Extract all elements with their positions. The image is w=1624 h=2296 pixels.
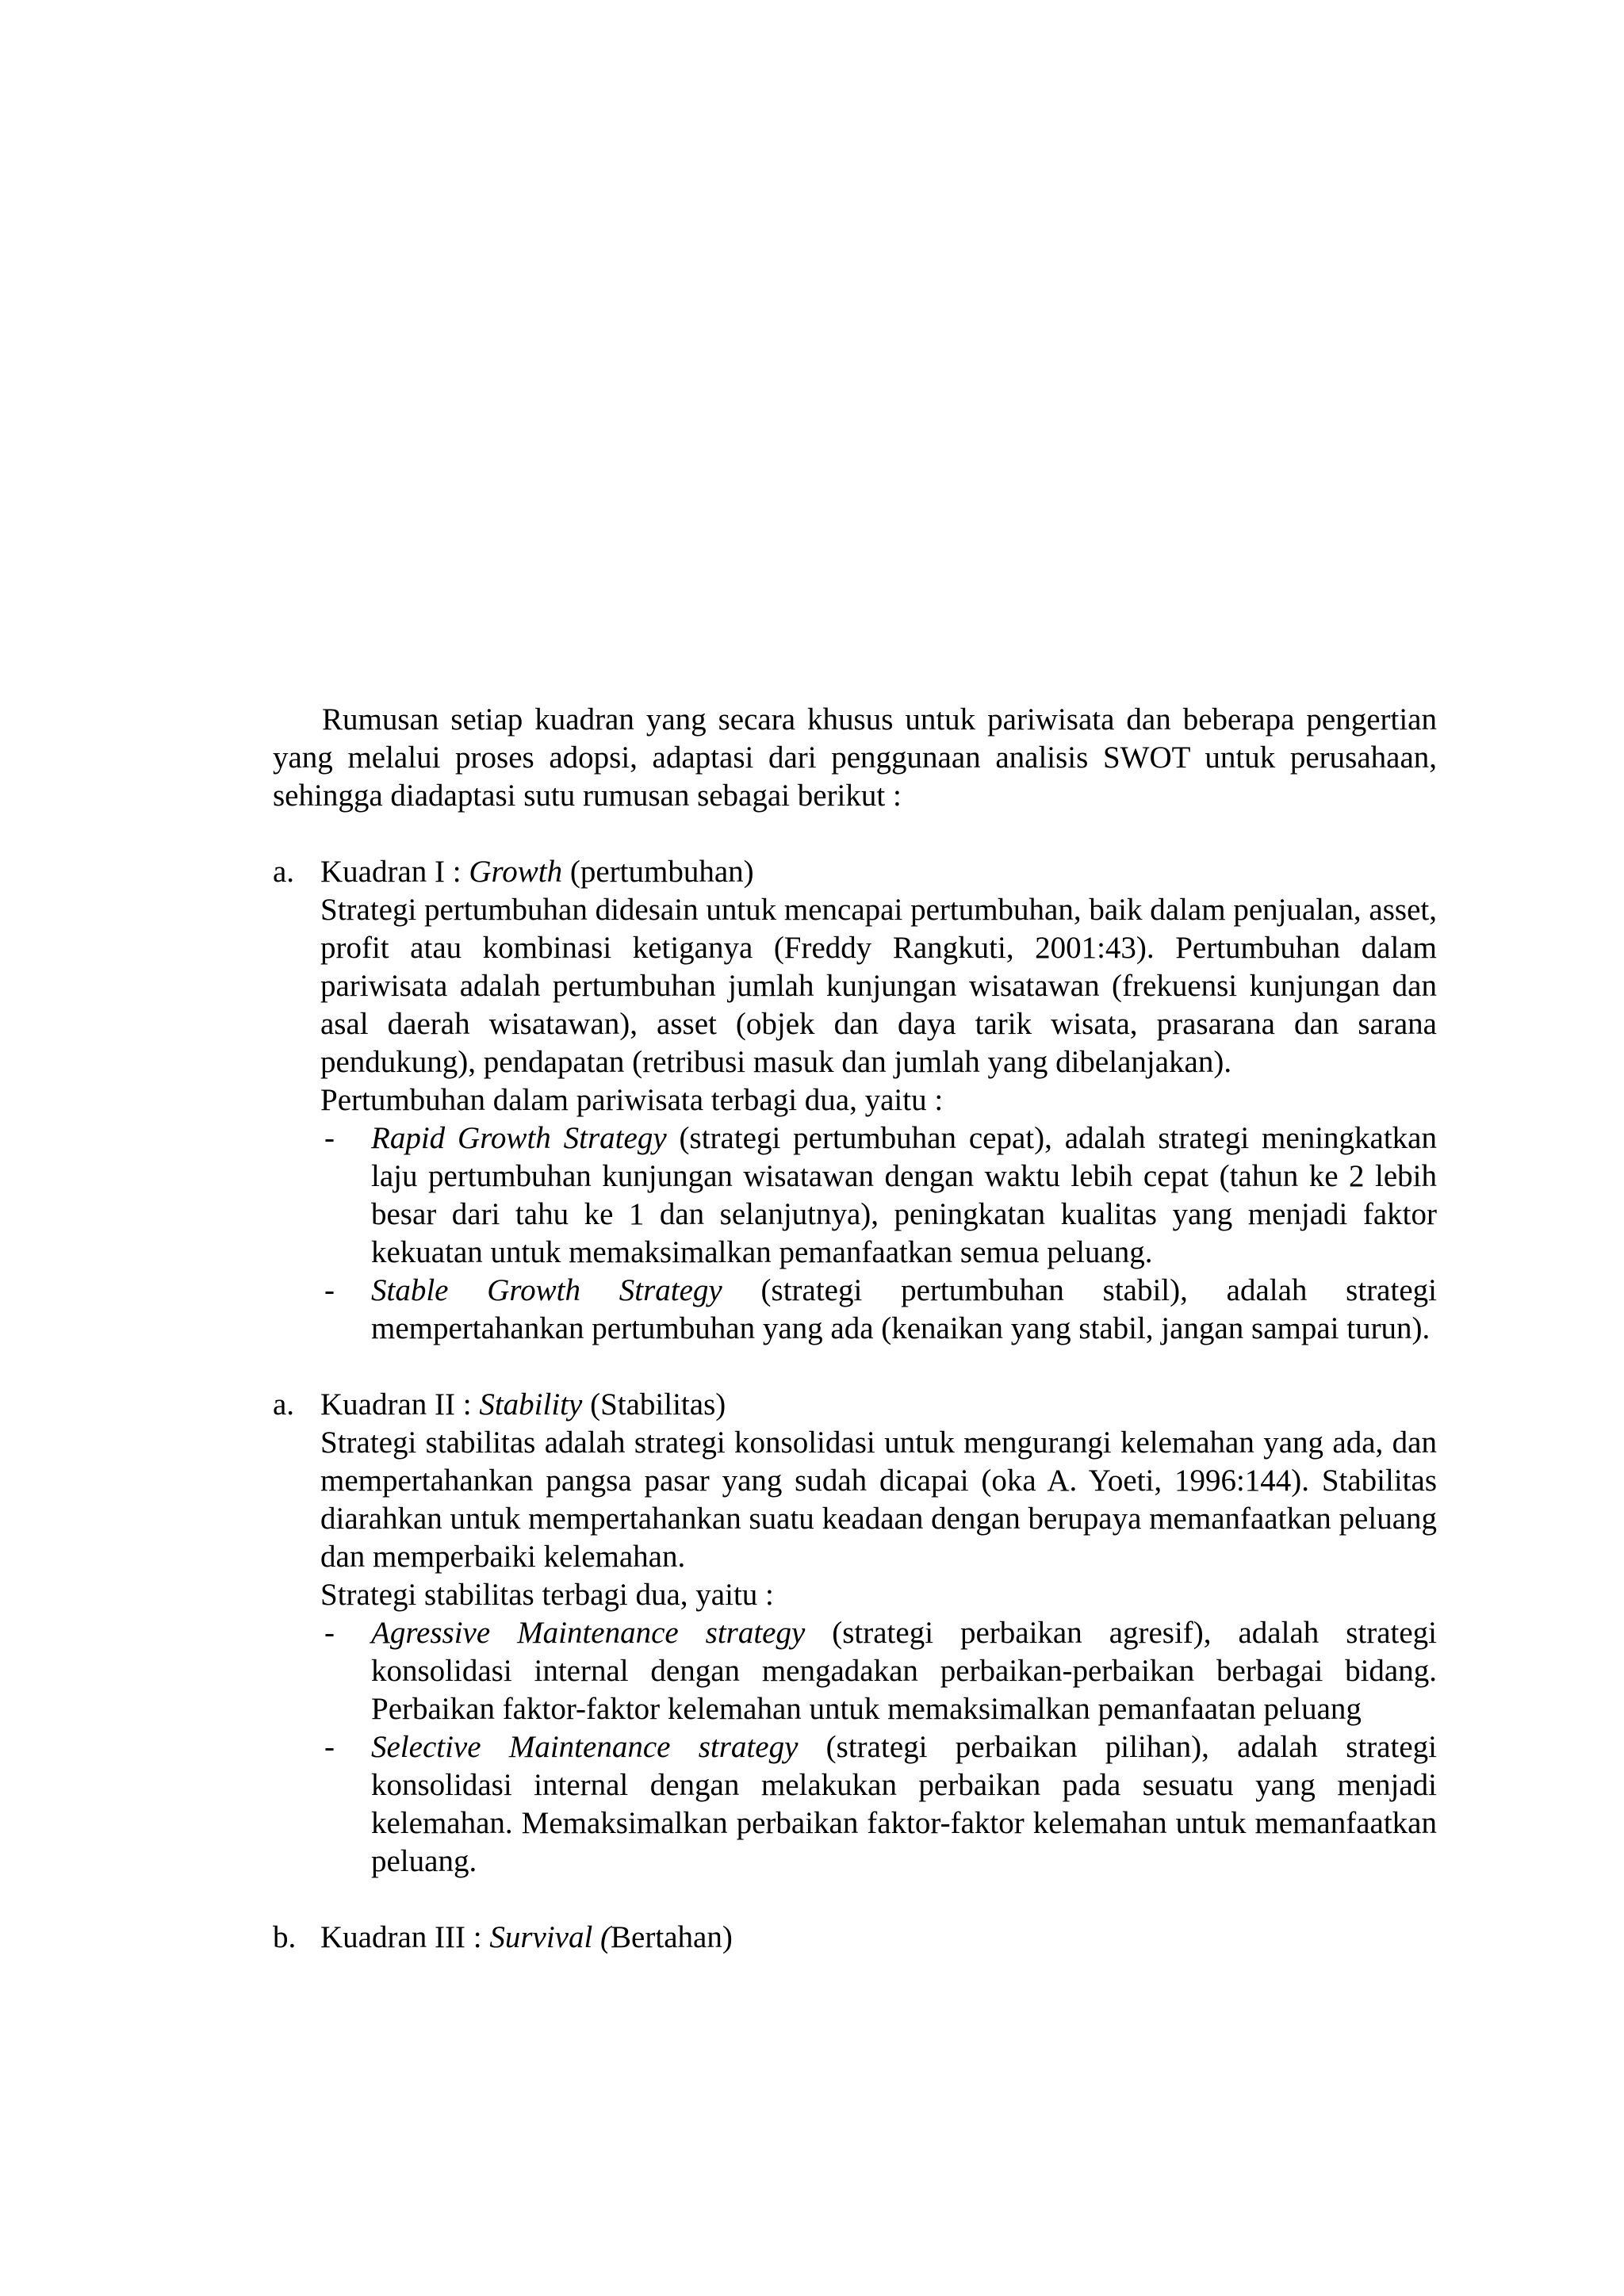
list-marker: a.: [273, 855, 295, 889]
bullet-text: (strategi perbaikan agresif), adalah strategi konsolidasi internal dengan mengadakan perbaikan-perbaikan berbagai bidang. Perbaikan faktor-faktor kelemahan untuk memaksimalkan pemanfaatan peluang: [371, 1616, 1437, 1726]
bullet-item: [273, 1272, 1437, 1348]
heading-label: Kuadran I :: [320, 855, 469, 889]
page-content: [273, 701, 1437, 1957]
bullet-dash: -: [324, 1121, 335, 1155]
bullet-item: [273, 1728, 1437, 1881]
heading-label: Kuadran III :: [320, 1920, 490, 1954]
section-kuadran-3: [273, 1919, 1437, 1957]
bullet-term: Selective Maintenance strategy: [371, 1730, 799, 1764]
section-heading: [273, 1386, 1437, 1424]
intro-paragraph: Rumusan setiap kuadran yang secara khusus untuk pariwisata dan beberapa pengertian yang melalui proses adopsi, adaptasi dari penggunaan analisis SWOT untuk perusahaan, sehingga diadaptasi sutu rumusan sebagai berikut :: [273, 702, 1437, 813]
section-kuadran-1: [273, 853, 1437, 1348]
list-marker: b.: [273, 1920, 297, 1954]
heading-suffix: Bertahan): [611, 1920, 733, 1954]
bullet-text: (strategi pertumbuhan stabil), adalah strategi mempertahankan pertumbuhan yang ada (kenaikan yang stabil, jangan sampai turun).: [371, 1273, 1437, 1345]
heading-term: Stability: [479, 1387, 583, 1422]
bullet-text: (strategi pertumbuhan cepat), adalah strategi meningkatkan laju pertumbuhan kunjungan wisatawan dengan waktu lebih cepat (tahun ke 2 lebih besar dari tahu ke 1 dan selanjutnya), peningkatan kualitas yang menjadi faktor kekuatan untuk memaksimalkan pemanfaatkan semua peluang.: [371, 1121, 1437, 1269]
section-body: Strategi pertumbuhan didesain untuk mencapai pertumbuhan, baik dalam penjualan, asset, profit atau kombinasi ketiganya (Freddy Rangkuti, 2001:43). Pertumbuhan dalam pariwisata adalah pertumbuhan jumlah kunjungan wisatawan (frekuensi kunjungan dan asal daerah wisatawan), asset (objek dan daya tarik wisata, prasarana dan sarana pendukung), pendapatan (retribusi masuk dan jumlah yang dibelanjakan).: [320, 893, 1437, 1079]
bullet-item: [273, 1119, 1437, 1272]
bullet-dash: -: [324, 1616, 335, 1650]
heading-term: Survival (: [489, 1920, 611, 1954]
spacer: [273, 815, 1437, 853]
section-lead: Pertumbuhan dalam pariwisata terbagi dua, yaitu :: [320, 1083, 944, 1117]
bullet-dash: -: [324, 1273, 335, 1307]
bullet-text: (strategi perbaikan pilihan), adalah strategi konsolidasi internal dengan melakukan perbaikan pada sesuatu yang menjadi kelemahan. Memaksimalkan perbaikan faktor-faktor kelemahan untuk memanfaatkan peluang.: [371, 1730, 1437, 1878]
bullet-term: Agressive Maintenance strategy: [371, 1616, 806, 1650]
bullet-term: Rapid Growth Strategy: [371, 1121, 667, 1155]
spacer: [273, 1881, 1437, 1919]
section-lead: Strategi stabilitas terbagi dua, yaitu :: [320, 1578, 774, 1612]
list-marker: a.: [273, 1387, 295, 1422]
heading-label: Kuadran II :: [320, 1387, 480, 1422]
heading-suffix: (Stabilitas): [582, 1387, 726, 1422]
spacer: [273, 1348, 1437, 1386]
heading-term: Growth: [469, 855, 563, 889]
heading-suffix: (pertumbuhan): [562, 855, 754, 889]
bullet-dash: -: [324, 1730, 335, 1764]
section-body: Strategi stabilitas adalah strategi konsolidasi untuk mengurangi kelemahan yang ada, dan mempertahankan pangsa pasar yang sudah dicapai (oka A. Yoeti, 1996:144). Stabilitas diarahkan untuk mempertahankan suatu keadaan dengan berupaya memanfaatkan peluang dan memperbaiki kelemahan.: [320, 1425, 1437, 1574]
section-heading: [273, 853, 1437, 891]
bullet-term: Stable Growth Strategy: [371, 1273, 722, 1307]
bullet-item: [273, 1614, 1437, 1728]
section-kuadran-2: [273, 1386, 1437, 1881]
section-heading: [273, 1919, 1437, 1957]
